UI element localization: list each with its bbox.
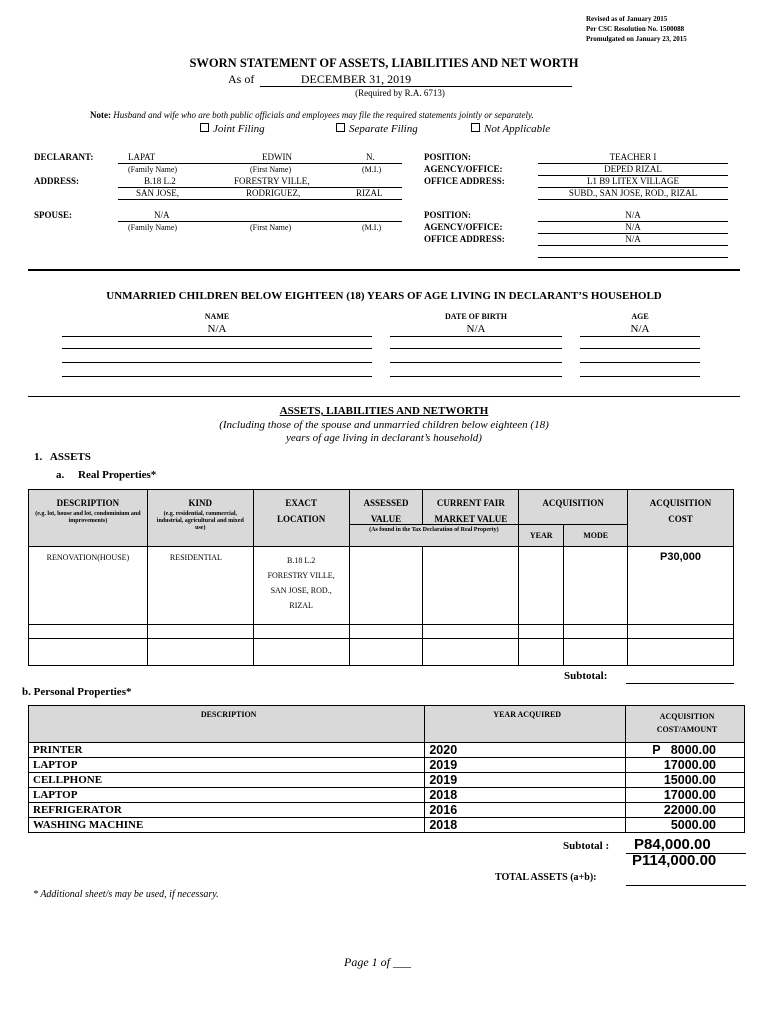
child-blank-line (62, 362, 372, 363)
page-number: Page 1 of ___ (344, 955, 411, 969)
rp-col-cost (628, 490, 734, 547)
pp-row-description: WASHING MACHINE (29, 818, 425, 833)
address-line-3: SAN JOSE, (136, 188, 180, 198)
spouse-first-caption: (First Name) (250, 223, 292, 232)
spouse-office-value: N/A (625, 234, 641, 244)
personal-properties-table (28, 705, 745, 833)
separate-filing-label: Separate Filing (349, 123, 418, 135)
office-line-b (538, 199, 728, 200)
pp-row-description: CELLPHONE (29, 773, 425, 788)
real-properties-table (28, 489, 734, 666)
rp-row-mode (564, 547, 628, 625)
pp-row-cost: 5000.00 (626, 818, 745, 833)
spouse-name-line (118, 221, 402, 222)
spouse-agency-value: N/A (625, 222, 641, 232)
address-line-2: FORESTRY VILLE, (234, 176, 310, 186)
rp-empty-row (29, 639, 734, 666)
rp-row (29, 547, 734, 625)
alnw-sub-1: (Including those of the spouse and unmarried children below eighteen (18) (219, 419, 549, 431)
total-assets-label: TOTAL ASSETS (a+b): (495, 872, 597, 883)
pp-row-cost: 15000.00 (626, 773, 745, 788)
rp-row-year (519, 547, 564, 625)
children-col-dob: DATE OF BIRTH (445, 312, 507, 321)
assets-heading: 1. ASSETS (34, 451, 91, 463)
address-label: ADDRESS: (34, 176, 80, 186)
rp-empty-row (29, 625, 734, 639)
declarant-name-line (118, 163, 402, 164)
pp-row (29, 788, 745, 803)
rp-location-line-4: RIZAL (289, 601, 313, 610)
pp-row-description: PRINTER (29, 743, 425, 758)
total-assets-line (626, 885, 746, 886)
address-line-b (118, 199, 402, 200)
child-dob: N/A (466, 323, 486, 335)
child-blank-line (580, 376, 700, 377)
rp-cost-label-1: ACQUISITION (649, 498, 712, 508)
checkbox-icon[interactable] (471, 123, 480, 132)
office-address-1: L1 B9 LITEX VILLAGE (586, 176, 680, 186)
rp-col-year: YEAR (519, 525, 564, 547)
personal-properties-heading: b. Personal Properties* (22, 686, 132, 698)
child-blank-line (580, 362, 700, 363)
office-address-label: OFFICE ADDRESS: (424, 176, 505, 186)
revised-text: Revised as of January 2015 (586, 15, 668, 23)
spouse-office-label: OFFICE ADDRESS: (424, 234, 505, 244)
pp-row (29, 758, 745, 773)
pp-row (29, 773, 745, 788)
rp-row-fair (423, 547, 519, 625)
spouse-position-label: POSITION: (424, 210, 472, 220)
section-divider (28, 269, 740, 271)
rp-col-mode: MODE (564, 525, 628, 547)
pp-row-description: REFRIGERATOR (29, 803, 425, 818)
pp-row-cost: 22000.00 (626, 803, 745, 818)
alnw-title: ASSETS, LIABILITIES AND NETWORTH (279, 405, 489, 417)
checkbox-icon[interactable] (336, 123, 345, 132)
rp-cost-label-2: COST (668, 514, 693, 524)
rp-fair-label-2: MARKET VALUE (434, 514, 508, 524)
pp-row-cost: 17000.00 (626, 758, 745, 773)
resolution-text: Per CSC Resolution No. 1500088 (586, 25, 685, 33)
rp-location-line-3: SAN JOSE, ROD., (270, 586, 332, 595)
address-line-4: RODRIGUEZ, (246, 188, 301, 198)
child-blank-line (390, 376, 562, 377)
rp-location-line-1: B.18 L.2 (287, 556, 316, 565)
rp-row-assessed (349, 547, 423, 625)
required-text: (Required by R.A. 6713) (355, 88, 445, 98)
child-blank-line (390, 336, 562, 337)
pp-subtotal-value: P84,000.00 (634, 836, 711, 853)
revision-notes (586, 14, 687, 44)
pp-subtotal-label: Subtotal : (563, 840, 610, 852)
pp-col-description: DESCRIPTION (29, 706, 425, 743)
rp-header-row (29, 490, 734, 525)
pp-col-cost (626, 706, 745, 743)
position-value: TEACHER I (609, 152, 657, 162)
spouse-office-line-a (538, 245, 728, 246)
address-line-5: RIZAL (356, 188, 383, 198)
pp-row-year: 2018 (425, 818, 626, 833)
child-blank-line (62, 376, 372, 377)
rp-assessed-label-2: VALUE (370, 514, 402, 524)
real-properties-heading: a. Real Properties* (56, 469, 157, 481)
rp-fair-label-1: CURRENT FAIR (436, 498, 505, 508)
child-blank-line (62, 336, 372, 337)
checkbox-icon[interactable] (200, 123, 209, 132)
spouse-position-value: N/A (625, 210, 641, 220)
family-name-caption: (Family Name) (128, 165, 178, 174)
not-applicable-label: Not Applicable (484, 123, 551, 135)
child-blank-line (62, 348, 372, 349)
spouse-name: N/A (154, 210, 170, 220)
rp-location-label-1: EXACT (285, 498, 317, 508)
rp-row-description: RENOVATION(HOUSE) (29, 547, 148, 625)
pp-row-year: 2019 (425, 773, 626, 788)
children-col-age: AGE (631, 312, 649, 321)
child-blank-line (390, 362, 562, 363)
pp-row (29, 818, 745, 833)
declarant-first-name: EDWIN (262, 152, 292, 162)
rp-kind-label: KIND (188, 498, 213, 508)
as-of-date (260, 72, 572, 87)
child-blank-line (390, 348, 562, 349)
pp-row-cost: P 8000.00 (626, 743, 745, 758)
rp-col-description (29, 490, 148, 547)
spouse-family-caption: (Family Name) (128, 223, 178, 232)
pp-row-cost: 17000.00 (626, 788, 745, 803)
rp-fair-sub: (As found in the Tax Declaration of Real Property) (349, 525, 519, 547)
child-age: N/A (630, 323, 650, 335)
child-name: N/A (207, 323, 227, 335)
separate-filing-option[interactable] (336, 123, 418, 135)
note (90, 110, 534, 120)
spouse-agency-label: AGENCY/OFFICE: (424, 222, 503, 232)
rp-kind-sub: (e.g. residential, commercial, industrial, agricultural and mixed use) (156, 511, 244, 531)
section-divider-2 (28, 396, 740, 397)
spouse-label: SPOUSE: (34, 210, 73, 220)
pp-body (29, 743, 745, 833)
child-blank-line (580, 336, 700, 337)
rp-description-sub: (e.g. lot, house and lot, condominium and improvements) (35, 511, 141, 524)
child-blank-line (580, 348, 700, 349)
rp-row-kind: RESIDENTIAL (147, 547, 253, 625)
pp-cost-label-1: ACQUISITION (659, 712, 715, 721)
pp-row-year: 2020 (425, 743, 626, 758)
not-applicable-option[interactable] (471, 123, 550, 135)
rp-description-label: DESCRIPTION (56, 498, 120, 508)
address-line-1: B.18 L.2 (144, 176, 176, 186)
spouse-mi-caption: (M.I.) (362, 223, 382, 232)
joint-filing-label: Joint Filing (213, 123, 265, 135)
rp-row-cost: P30,000 (628, 547, 734, 625)
children-title: UNMARRIED CHILDREN BELOW EIGHTEEN (18) YEARS OF AGE LIVING IN DECLARANT’S HOUSEHOLD (106, 290, 662, 302)
document-title: SWORN STATEMENT OF ASSETS, LIABILITIES AND NET WORTH (189, 56, 579, 70)
declarant-mi: N. (366, 152, 375, 162)
rp-subtotal-line (626, 683, 734, 684)
alnw-sub-2: years of age living in declarant’s household) (286, 432, 482, 444)
pp-col-year: YEAR ACQUIRED (425, 706, 626, 743)
rp-col-kind (147, 490, 253, 547)
rp-acquisition-label: ACQUISITION (542, 498, 604, 508)
office-address-2: SUBD., SAN JOSE, ROD., RIZAL (568, 188, 698, 198)
pp-row-year: 2018 (425, 788, 626, 803)
declarant-family-name: LAPAT (128, 152, 156, 162)
rp-col-assessed (349, 490, 423, 525)
rp-col-fair (423, 490, 519, 525)
pp-row-description: LAPTOP (29, 788, 425, 803)
pp-row-year: 2016 (425, 803, 626, 818)
rp-assessed-label-1: ASSESSED (363, 498, 409, 508)
rp-location-label-2: LOCATION (276, 514, 326, 524)
note-text: Husband and wife who are both public officials and employees may file the required statements jointly or separately. (113, 110, 534, 120)
children-col-name: NAME (204, 312, 230, 321)
promulgated-text: Promulgated on January 23, 2015 (586, 35, 687, 43)
agency-value: DEPED RIZAL (604, 164, 662, 174)
position-label: POSITION: (424, 152, 472, 162)
pp-row-description: LAPTOP (29, 758, 425, 773)
declarant-label: DECLARANT: (34, 152, 94, 162)
spouse-office-line-b (538, 257, 728, 258)
rp-row-location (253, 547, 349, 625)
pp-row (29, 803, 745, 818)
as-of-label: As of (228, 72, 255, 86)
additional-note: * Additional sheet/s may be used, if necessary. (33, 889, 219, 900)
joint-filing-option[interactable] (200, 123, 265, 135)
mi-caption: (M.I.) (362, 165, 382, 174)
pp-row-year: 2019 (425, 758, 626, 773)
agency-label: AGENCY/OFFICE: (424, 164, 503, 174)
rp-col-acquisition (519, 490, 628, 525)
pp-row (29, 743, 745, 758)
rp-col-location (253, 490, 349, 547)
as-of-date-text: DECEMBER 31, 2019 (300, 72, 412, 86)
note-label: Note: (90, 110, 111, 120)
first-name-caption: (First Name) (250, 165, 292, 174)
rp-location-line-2: FORESTRY VILLE, (267, 571, 335, 580)
pp-header-row (29, 706, 745, 743)
pp-cost-label-2: COST/AMOUNT (656, 725, 718, 734)
total-assets-value: P114,000.00 (632, 852, 717, 869)
rp-subtotal-label: Subtotal: (564, 670, 608, 682)
